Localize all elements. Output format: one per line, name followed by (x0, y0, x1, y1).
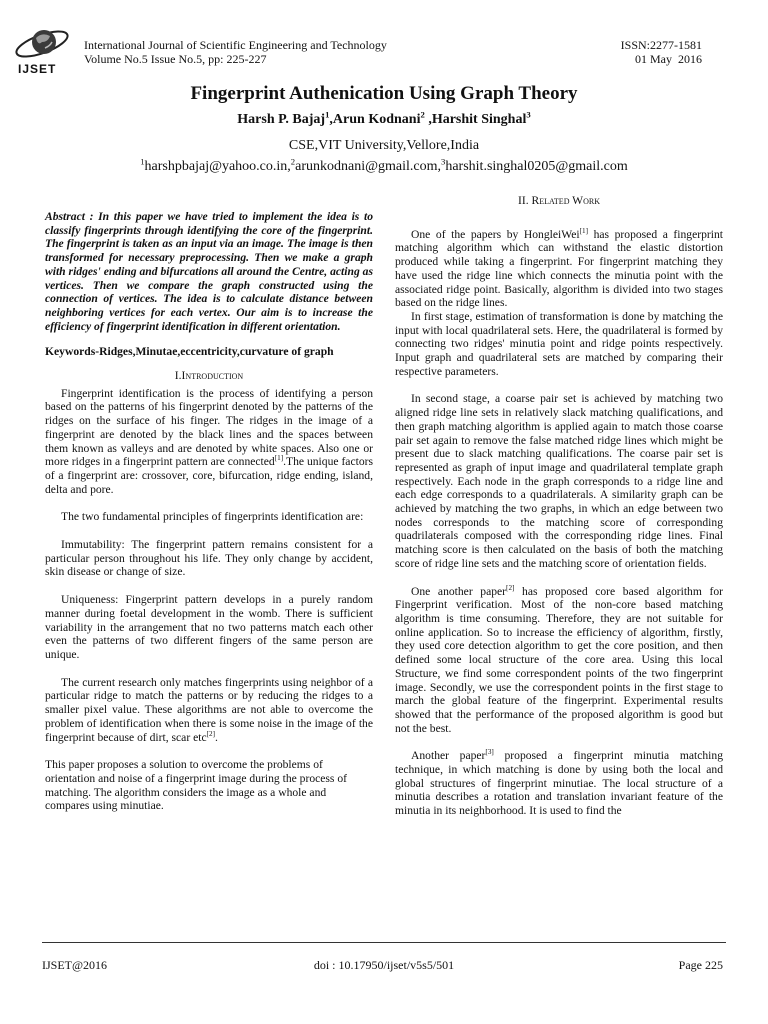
journal-logo (12, 22, 76, 78)
related-p4-text: One another paper (411, 584, 507, 598)
intro-paragraph: Immutability: The fingerprint pattern remains consistent for a particular person throughout his life. They only change by accident, skin disease or change of size. (45, 538, 373, 579)
email-2-sup: 2 (290, 156, 296, 167)
intro-p1-text-cont: .The unique factors of a fingerprint are: crossover, core, bifurcation, ridge ending, island, delta and pore. (45, 455, 373, 496)
paper-title: Fingerprint Authenication Using Graph Theory (190, 83, 578, 104)
intro-paragraph: The two fundamental principles of fingerprints identification are: (61, 510, 364, 524)
related-paragraph: In first stage, estimation of transformation is done by matching the input with local quadrilateral sets. Here, the quadrilateral is formed by connecting two ridges' minutia point and ridge points respectively. Input graph and quadrilateral sets are matched by comparing their respective parameters. (395, 309, 723, 378)
volume-info: Volume No.5 Issue No.5, pp: 225-227 (84, 52, 267, 66)
author-1-sup: 1 (325, 109, 330, 120)
footer-copyright: IJSET@2016 (42, 958, 108, 972)
email-3-sup: 3 (441, 156, 446, 167)
author-2-sup: 2 (420, 109, 425, 120)
related-p5-text: Another paper (411, 749, 486, 763)
abstract: Abstract : In this paper we have tried to implement the idea is to classify fingerprints through identifying the core of the fingerprint. The fingerprint is taken as an input via an image. The image is then transformed for necessary preprocessing. Then we make a graph with ridges' ending and bifurcations all around the Centre, acting as vertices. Then we compare the graph constructed using the connection of vertices. The idea is to calculate distance between neighboring vertices for each vertex. Our aim is to increase the efficiency of fingerprint identification in different orientation. (45, 210, 373, 333)
logo-text: IJSET (18, 62, 57, 76)
citation-ref: [1] (274, 454, 284, 463)
author-emails (0, 156, 768, 175)
citation-ref: [2] (506, 583, 515, 592)
author-1: Harsh P. Bajaj (237, 112, 326, 127)
email-2: arunkodnani@gmail.com, (295, 159, 441, 174)
issn: ISSN:2277-1581 (620, 38, 702, 52)
related-paragraph (395, 585, 723, 736)
author-3-sup: 3 (526, 109, 531, 120)
author-2: ,Arun Kodnani (329, 112, 421, 127)
related-paragraph (395, 749, 723, 818)
footer-divider (42, 942, 726, 943)
intro-paragraph (45, 676, 373, 745)
issue-date: 01 May 2016 (635, 52, 702, 66)
intro-paragraph (45, 387, 373, 497)
intro-p1-text: Fingerprint identification is the process of identifying a person based on the patterns of his fingerprint denoted by the patterns of the ridges on the surface of his finger. The ridges in the image of a fingerprint are denoted by the black lines and the spaces between them known as valleys and are denoted by white spaces. Also one or more ridges in a fingerprint pattern are connected (45, 386, 373, 469)
citation-ref: [2] (206, 729, 215, 738)
intro-p5-text-cont: . (214, 730, 218, 744)
intro-paragraph: This paper proposes a solution to overcome the problems of orientation and noise of a fingerprint image during the process of matching. The algorithm considers the image as a whole and compares using minutiae. (45, 758, 347, 813)
right-column (395, 194, 723, 818)
related-paragraph: In second stage, a coarse pair set is achieved by matching two aligned ridge line sets in relatively slack matching qualifications, and then graph matching algorithm is applied again to match those coarse pair set again to remove the false matched ridge lines which might be present due to slack matching qualifications. The coarse pair set is represented as graph of input image and quadrilateral template graph respectively. Each node in the graph corresponds to a ridge line and each edge corresponds to a quadrilaterals. A similarity graph can be achieved by matching the two graphs, in which an edge between two nodes corresponds to the matching score of corresponding quadrilaterals composed with the corresponding ridge lines. Final matching score is then calculated on the basis of both the matching score of ridge line sets and the matching score of orientation fields. (395, 392, 723, 570)
email-3: harshit.singhal0205@gmail.com (445, 159, 628, 174)
affiliation: CSE,VIT University,Vellore,India (288, 138, 480, 153)
citation-ref: [1] (579, 226, 588, 235)
email-1-sup: 1 (140, 156, 145, 167)
related-p1-text-cont: has proposed a fingerprint matching algorithm which can withstand the elastic distortion produced while taking a fingerprint. For fingerprint matching they have used the ridge line which connects the minutia point with the associated ridge point. Basically, algorithm is divided into two stages based on the ridge lines. (395, 227, 723, 310)
section-heading-introduction: I.Introduction (174, 369, 244, 383)
related-p4-text-cont: has proposed core based algorithm for Fingerprint verification. Most of the non-core based matching algorithm is time consuming. Therefore, they are not suitable for online application. So to increase the efficiency of algorithm, firstly, they used core detection algorithm to get the core position, and then defined some local structure of the core area. Using this local Structure, we find some correspondent points of the two fingerprint image. Secondly, we use the correspondent points in the first stage to march the global feature of the fingerprint. Experimental results showed that the performance of the proposed algorithm is good but not the best. (395, 584, 723, 735)
email-1: harshpbajaj@yahoo.co.in, (144, 159, 291, 174)
intro-paragraph: Uniqueness: Fingerprint pattern develops in a purely random manner during foetal development in the womb. There is sufficient variability in the arrangement that no two patterns match each other even the patterns of two different fingers of the same person are unique. (45, 593, 373, 661)
related-p1-text: One of the papers by HongleiWei (411, 227, 580, 241)
intro-p5-text: The current research only matches fingerprints using neighbor of a particular ridge to match the patterns or by reducing the ridges to a smaller pixel value. These algorithms are not able to overcome the problem of identification when there is some noise in the image of the fingerprint because of dirt, scar etc (45, 675, 373, 744)
related-paragraph (395, 228, 723, 310)
issn-info (621, 38, 702, 66)
authors (0, 109, 768, 128)
related-p5-text-cont: proposed a fingerprint minutia matching technique, in which matching is done by using both the local and global structures of fingerprint minutiae. The local structure of a minutia describes a rotation and translation invariant feature of the minutia in its neighborhood. It is used to find the (395, 749, 723, 818)
footer-doi: doi : 10.17950/ijset/v5s5/501 (313, 958, 455, 972)
citation-ref: [3] (485, 748, 494, 757)
journal-name: International Journal of Scientific Engineering and Technology (84, 38, 387, 52)
section-heading-related-work: II. Related Work (518, 194, 600, 207)
journal-info (84, 38, 387, 66)
author-3: ,Harshit Singhal (424, 112, 527, 127)
left-column (45, 210, 373, 813)
footer-page-number: Page 225 (678, 958, 723, 972)
keywords: Keywords-Ridges,Minutae,eccentricity,curvature of graph (45, 345, 334, 359)
